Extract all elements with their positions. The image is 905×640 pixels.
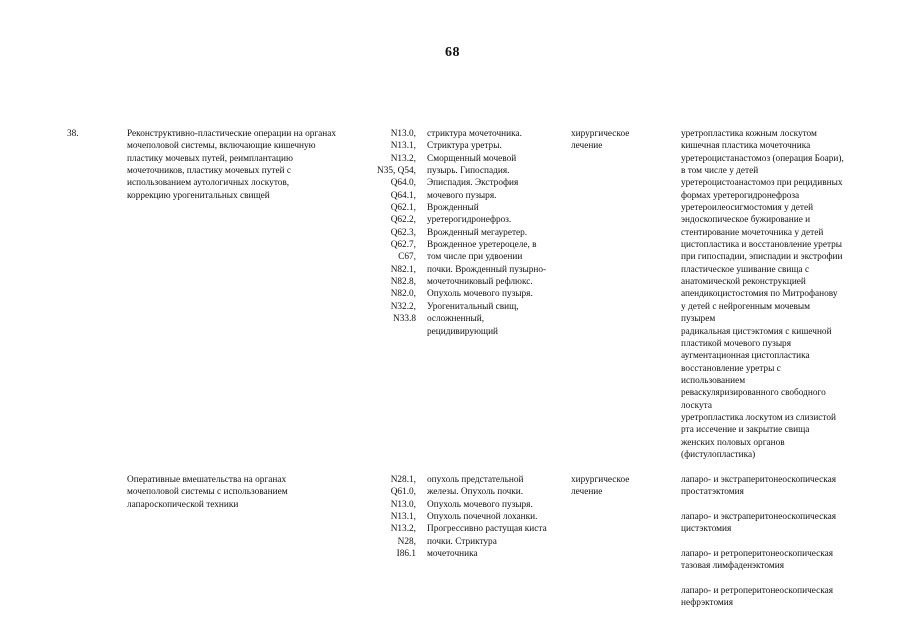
method-line: лоскута	[681, 400, 712, 411]
method-line: простатэктомия	[681, 487, 744, 498]
method-line: уретероцистанастомоз (операция Боари),	[681, 153, 844, 164]
cell-line: Q62.2,	[390, 215, 416, 226]
method-line: уретропластика лоскутом из слизистой	[681, 412, 836, 423]
method-line: у детей с нейрогенным мочевым	[681, 301, 810, 312]
cell-line: Q62.3,	[390, 227, 416, 238]
method-line: в том числе у детей	[681, 166, 759, 177]
cell-line: мочеточниковый рефлюкс.	[427, 277, 533, 288]
method-line: лапаро- и экстраперитонеоскопическая	[681, 475, 836, 485]
cell-line: опухоль предстательной	[427, 475, 524, 485]
cell-line: Сморщенный мочевой	[427, 153, 517, 164]
method-line: восстановление уретры с	[681, 363, 781, 374]
cell-line: мочеполовой системы, включающие кишечную	[127, 141, 316, 152]
cell-line: Оперативные вмешательства на органах	[127, 475, 287, 485]
cell-line: Q64.0,	[390, 178, 416, 189]
cell-line: осложненный,	[427, 314, 485, 325]
cell-line: хирургическое	[571, 475, 630, 485]
cell-line: Врожденный	[427, 203, 479, 214]
method-line: женских половых органов	[681, 437, 785, 448]
cell-line: N35, Q54,	[377, 166, 416, 177]
cell-line: Q61.0,	[390, 487, 416, 498]
method-line: уретероцистоанастомоз при рецидивных	[681, 178, 843, 189]
cell-line: N13.2,	[390, 524, 416, 535]
cell-line: почки. Врожденный пузырно-	[427, 264, 547, 275]
cell-line: хирургическое	[571, 129, 630, 139]
cell-line: Q62.7,	[390, 240, 416, 251]
cell-line: Урогенитальный свищ,	[427, 301, 519, 312]
cell-line: N13.1,	[390, 141, 416, 152]
cell-line: мочеточников, пластику мочевых путей с	[127, 166, 292, 177]
cell-line: Реконструктивно-пластические операции на органах	[127, 129, 337, 139]
method-line: радикальная цистэктомия с кишечной	[681, 326, 832, 337]
icd-codes	[369, 128, 416, 326]
method-line: цистэктомия	[681, 524, 732, 535]
cell-line: лечение	[571, 141, 603, 152]
treatment-type	[571, 128, 666, 153]
cell-line: N13.2,	[390, 153, 416, 164]
method-line: аугментационная цистопластика	[681, 351, 810, 362]
cell-line: лапароскопической техники	[127, 499, 239, 510]
method-line: цистопластика и восстановление уретры	[681, 240, 843, 251]
cell-line: N13.0,	[390, 129, 416, 139]
cell-line: пластику мочевых путей, реимплантацию	[127, 153, 293, 164]
method-line: лапаро- и ретроперитонеоскопическая	[681, 549, 834, 560]
method-group	[681, 511, 881, 536]
cell-line: Опухоль мочевого пузыря.	[427, 499, 533, 510]
cell-line: Прогрессивно растущая киста	[427, 524, 547, 535]
cell-line: N82.1,	[390, 264, 416, 275]
method-line: нефрэктомия	[681, 598, 734, 609]
treatment-methods	[681, 474, 881, 622]
cell-line: Стриктура уретры.	[427, 141, 502, 152]
method-group	[681, 548, 881, 573]
method-line: использованием	[681, 375, 746, 386]
method-line: эндоскопическое бужирование и	[681, 215, 811, 226]
method-line: при гипоспадии, эписпадии и экстрофии	[681, 252, 843, 263]
cell-line: почки. Стриктура	[427, 536, 497, 547]
patient-model	[427, 128, 567, 338]
method-line: уретероилеосигмостомия у детей	[681, 203, 814, 214]
method-line: тазовая лимфаденэктомия	[681, 561, 784, 572]
cell-line: лечение	[571, 487, 603, 498]
cell-line: N13.1,	[390, 512, 416, 523]
cell-line: N33.8	[393, 314, 416, 325]
treatment-methods	[681, 128, 881, 474]
cell-line: Врожденный мегауретер.	[427, 227, 528, 238]
method-line: пластическое ушивание свища с	[681, 264, 810, 275]
cell-line: коррекцию урогенитальных свищей	[127, 190, 270, 201]
method-line: лапаро- и экстраперитонеоскопическая	[681, 512, 836, 523]
cell-line: Врожденное уретероцеле, в	[427, 240, 537, 251]
method-line: анатомической реконструкцией	[681, 277, 806, 288]
cell-line: мочеточника	[427, 549, 478, 560]
method-line: рта иссечение и закрытие свища	[681, 425, 810, 436]
cell-line: том числе при удвоении	[427, 252, 523, 263]
cell-line: N82.8,	[390, 277, 416, 288]
method-group	[681, 585, 881, 610]
method-line: уретропластика кожным лоскутом	[681, 129, 817, 139]
intervention-name	[127, 128, 367, 202]
method-line: (фистулопластика)	[681, 449, 756, 460]
method-line: формах уретерогидронефроза	[681, 190, 800, 201]
cell-line: рецидивирующий	[427, 326, 499, 337]
cell-line: N13.0,	[390, 499, 416, 510]
cell-line: I86.1	[396, 549, 416, 560]
cell-line: железы. Опухоль почки.	[427, 487, 524, 498]
cell-line: N32.2,	[390, 301, 416, 312]
cell-line: C67,	[398, 252, 416, 263]
method-group	[681, 128, 881, 461]
cell-line: стриктура мочеточника.	[427, 129, 522, 139]
cell-line: Эписпадия. Экстрофия	[427, 178, 519, 189]
cell-line: пузырь. Гипоспадия.	[427, 166, 510, 177]
row-number: 38.	[67, 129, 79, 139]
cell-line: Q62.1,	[390, 203, 416, 214]
method-line: кишечная пластика мочеточника	[681, 141, 811, 152]
intervention-name	[127, 474, 367, 511]
treatment-type	[571, 474, 666, 499]
method-line: стентирование мочеточника у детей	[681, 227, 824, 238]
patient-model	[427, 474, 567, 560]
cell-line: использованием аутологичных лоскутов,	[127, 178, 290, 189]
cell-line: уретерогидронефроз.	[427, 215, 512, 226]
method-line: лапаро- и ретроперитонеоскопическая	[681, 586, 834, 597]
method-line: апендикоцистостомия по Митрофанову	[681, 289, 838, 300]
cell-line: N82.0,	[390, 289, 416, 300]
cell-line: Опухоль мочевого пузыря.	[427, 289, 533, 300]
method-line: реваскуляризированного свободного	[681, 388, 826, 399]
method-line: пузырем	[681, 314, 716, 325]
cell-line: N28,	[397, 536, 416, 547]
method-group	[681, 474, 881, 499]
page-number: 68	[445, 45, 460, 60]
icd-codes	[369, 474, 416, 560]
cell-line: мочеполовой системы с использованием	[127, 487, 288, 498]
cell-line: Q64.1,	[390, 190, 416, 201]
method-line: пластикой мочевого пузыря	[681, 338, 791, 349]
cell-line: мочевого пузыря.	[427, 190, 497, 201]
cell-line: N28.1,	[390, 475, 416, 485]
cell-line: Опухоль почечной лоханки.	[427, 512, 538, 523]
